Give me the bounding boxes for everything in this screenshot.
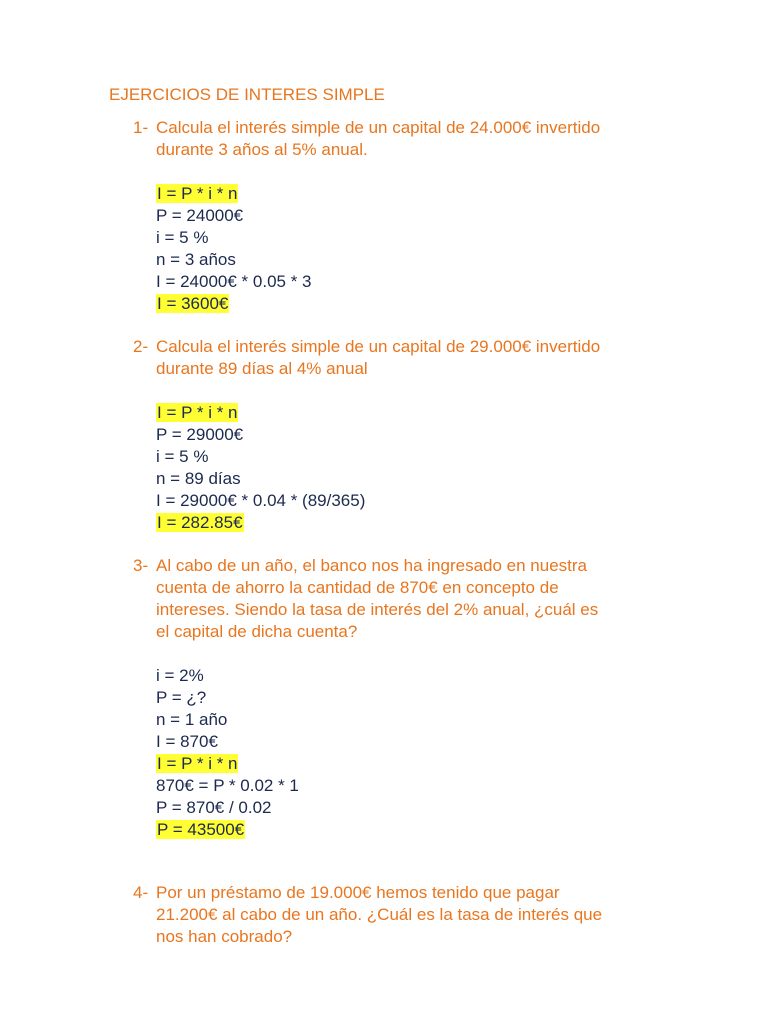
solution-line bbox=[156, 775, 693, 797]
highlighted-formula: I = P * i * n bbox=[157, 754, 238, 773]
statement-line: 21.200€ al cabo de un año. ¿Cuál es la tasa de interés que bbox=[156, 905, 603, 924]
statement-line: nos han cobrado? bbox=[156, 927, 293, 946]
formula-text: n = 3 años bbox=[156, 250, 236, 269]
solution-line bbox=[156, 293, 693, 315]
statement-line: Calcula el interés simple de un capital de 24.000€ invertido bbox=[156, 118, 601, 137]
solution-steps bbox=[156, 665, 693, 841]
solution-line bbox=[156, 424, 693, 446]
solution-line bbox=[156, 271, 693, 293]
exercise-statement bbox=[156, 555, 693, 643]
highlighted-formula: I = P * i * n bbox=[157, 184, 238, 203]
exercise-1 bbox=[133, 117, 693, 315]
exercise-3 bbox=[133, 555, 693, 841]
solution-line bbox=[156, 709, 693, 731]
formula-text: 870€ = P * 0.02 * 1 bbox=[156, 776, 299, 795]
statement-line: el capital de dicha cuenta? bbox=[156, 622, 358, 641]
solution-line bbox=[156, 446, 693, 468]
statement-line: intereses. Siendo la tasa de interés del 2% anual, ¿cuál es bbox=[156, 600, 599, 619]
solution-line bbox=[156, 468, 693, 490]
formula-text: n = 89 días bbox=[156, 469, 241, 488]
formula-text: P = 24000€ bbox=[156, 206, 244, 225]
highlighted-formula: I = 282.85€ bbox=[157, 513, 243, 532]
solution-line bbox=[156, 819, 693, 841]
solution-line bbox=[156, 490, 693, 512]
exercise-number: 3- bbox=[133, 556, 149, 575]
solution-line bbox=[156, 665, 693, 687]
solution-steps bbox=[156, 183, 693, 315]
document-title: EJERCICIOS DE INTERES SIMPLE bbox=[109, 85, 385, 104]
solution-line bbox=[156, 731, 693, 753]
statement-line: durante 89 días al 4% anual bbox=[156, 359, 368, 378]
formula-text: P = 870€ / 0.02 bbox=[156, 798, 272, 817]
exercise-statement bbox=[156, 117, 693, 161]
highlighted-formula: I = P * i * n bbox=[157, 403, 238, 422]
statement-line: Al cabo de un año, el banco nos ha ingresado en nuestra bbox=[156, 556, 587, 575]
formula-text: P = ¿? bbox=[156, 688, 207, 707]
solution-line bbox=[156, 687, 693, 709]
solution-line bbox=[156, 205, 693, 227]
exercise-statement bbox=[156, 882, 693, 948]
exercise-4 bbox=[133, 882, 693, 948]
highlighted-formula: P = 43500€ bbox=[157, 820, 245, 839]
solution-line bbox=[156, 183, 693, 205]
solution-line bbox=[156, 753, 693, 775]
solution-line bbox=[156, 227, 693, 249]
solution-line bbox=[156, 797, 693, 819]
formula-text: I = 870€ bbox=[156, 732, 218, 751]
formula-text: i = 2% bbox=[156, 666, 204, 685]
exercise-number: 1- bbox=[133, 118, 149, 137]
statement-line: durante 3 años al 5% anual. bbox=[156, 140, 368, 159]
formula-text: I = 29000€ * 0.04 * (89/365) bbox=[156, 491, 366, 510]
formula-text: i = 5 % bbox=[156, 447, 209, 466]
formula-text: n = 1 año bbox=[156, 710, 228, 729]
exercise-statement bbox=[156, 336, 693, 380]
solution-line bbox=[156, 402, 693, 424]
solution-line bbox=[156, 512, 693, 534]
formula-text: P = 29000€ bbox=[156, 425, 244, 444]
exercise-number: 2- bbox=[133, 337, 149, 356]
highlighted-formula: I = 3600€ bbox=[157, 294, 229, 313]
statement-line: Por un préstamo de 19.000€ hemos tenido que pagar bbox=[156, 883, 560, 902]
exercise-number: 4- bbox=[133, 883, 149, 902]
solution-steps bbox=[156, 402, 693, 534]
statement-line: Calcula el interés simple de un capital de 29.000€ invertido bbox=[156, 337, 601, 356]
formula-text: I = 24000€ * 0.05 * 3 bbox=[156, 272, 312, 291]
exercise-2 bbox=[133, 336, 693, 534]
formula-text: i = 5 % bbox=[156, 228, 209, 247]
statement-line: cuenta de ahorro la cantidad de 870€ en concepto de bbox=[156, 578, 559, 597]
solution-line bbox=[156, 249, 693, 271]
